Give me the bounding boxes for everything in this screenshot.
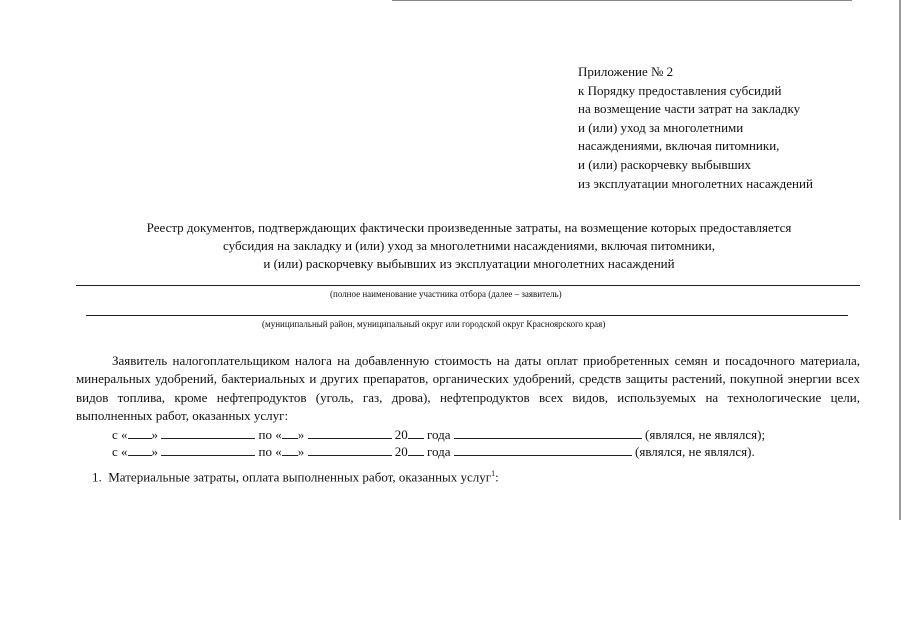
quote-close: » [297,427,305,442]
status-text: (являлся, не являлся); [645,427,766,442]
year-word: года [427,427,451,442]
to-day-field[interactable] [282,443,298,456]
note-field[interactable] [454,426,642,439]
taxpayer-paragraph [76,352,860,426]
participant-name-field[interactable] [76,285,860,286]
from-day-field[interactable] [128,443,152,456]
from-day-field[interactable] [128,426,152,439]
to-day-field[interactable] [282,426,298,439]
year-word: года [427,444,451,459]
appendix-line: к Порядку предоставления субсидий [578,82,782,98]
appendix-line: Приложение № 2 [578,64,674,79]
year-field[interactable] [408,443,424,456]
note-field[interactable] [454,443,632,456]
to-month-field[interactable] [308,426,392,439]
scan-edge-top [392,0,852,3]
appendix-header [578,63,878,193]
district-field[interactable] [86,315,848,316]
register-title [76,219,862,273]
section-colon: : [495,469,499,485]
appendix-line: насаждениями, включая питомники, [578,138,780,154]
appendix-line: из эксплуатации многолетних насаждений [578,175,813,191]
year-prefix: 20 [394,444,408,459]
appendix-line: и (или) раскорчевку выбывших [578,156,752,172]
taxpayer-paragraph-text: Заявитель налогоплательщиком налога на добавленную стоимость на даты оплат приобретенных семян и посадочного материала, минеральных удобрений, бактериальных и других препаратов, органических удобрений, средств защиты растений, покупной энергии всех видов топлива, кроме нефтепродуктов (уголь, газ, дрова), нефтепродуктов всех видов, используемых на технологические цели, выполненных работ, оказанных услуг: [76,353,860,424]
section-1-heading [92,469,499,485]
from-month-field[interactable] [161,426,255,439]
section-number: 1. [92,469,102,485]
year-prefix: 20 [394,427,408,442]
period-line-1 [112,426,765,443]
footnote-marker: 1 [491,469,496,478]
to-prefix: по « [258,427,282,442]
period-line-2 [112,443,755,460]
from-prefix: с « [112,444,128,459]
register-title-line: субсидия на закладку и (или) уход за многолетними насаждениями, включая питомники, [223,238,715,253]
participant-name-hint: (полное наименование участника отбора (далее – заявитель) [330,289,562,299]
scan-edge-right [899,0,901,520]
quote-close: » [297,444,305,459]
from-prefix: с « [112,427,128,442]
to-month-field[interactable] [308,443,392,456]
year-field[interactable] [408,426,424,439]
appendix-line: и (или) уход за многолетними [578,119,744,135]
status-text: (являлся, не являлся). [635,444,755,459]
section-title: Материальные затраты, оплата выполненных работ, оказанных услуг [108,469,492,485]
quote-close: » [151,444,159,459]
appendix-line: на возмещение части затрат на закладку [578,101,801,117]
quote-close: » [151,427,159,442]
from-month-field[interactable] [161,443,255,456]
register-title-line: и (или) раскорчевку выбывших из эксплуатации многолетних насаждений [263,256,675,271]
to-prefix: по « [258,444,282,459]
district-hint: (муниципальный район, муниципальный округ или городской округ Красноярского края) [262,319,606,329]
register-title-line: Реестр документов, подтверждающих фактически произведенные затраты, на возмещение которых предоставляется [146,220,792,235]
